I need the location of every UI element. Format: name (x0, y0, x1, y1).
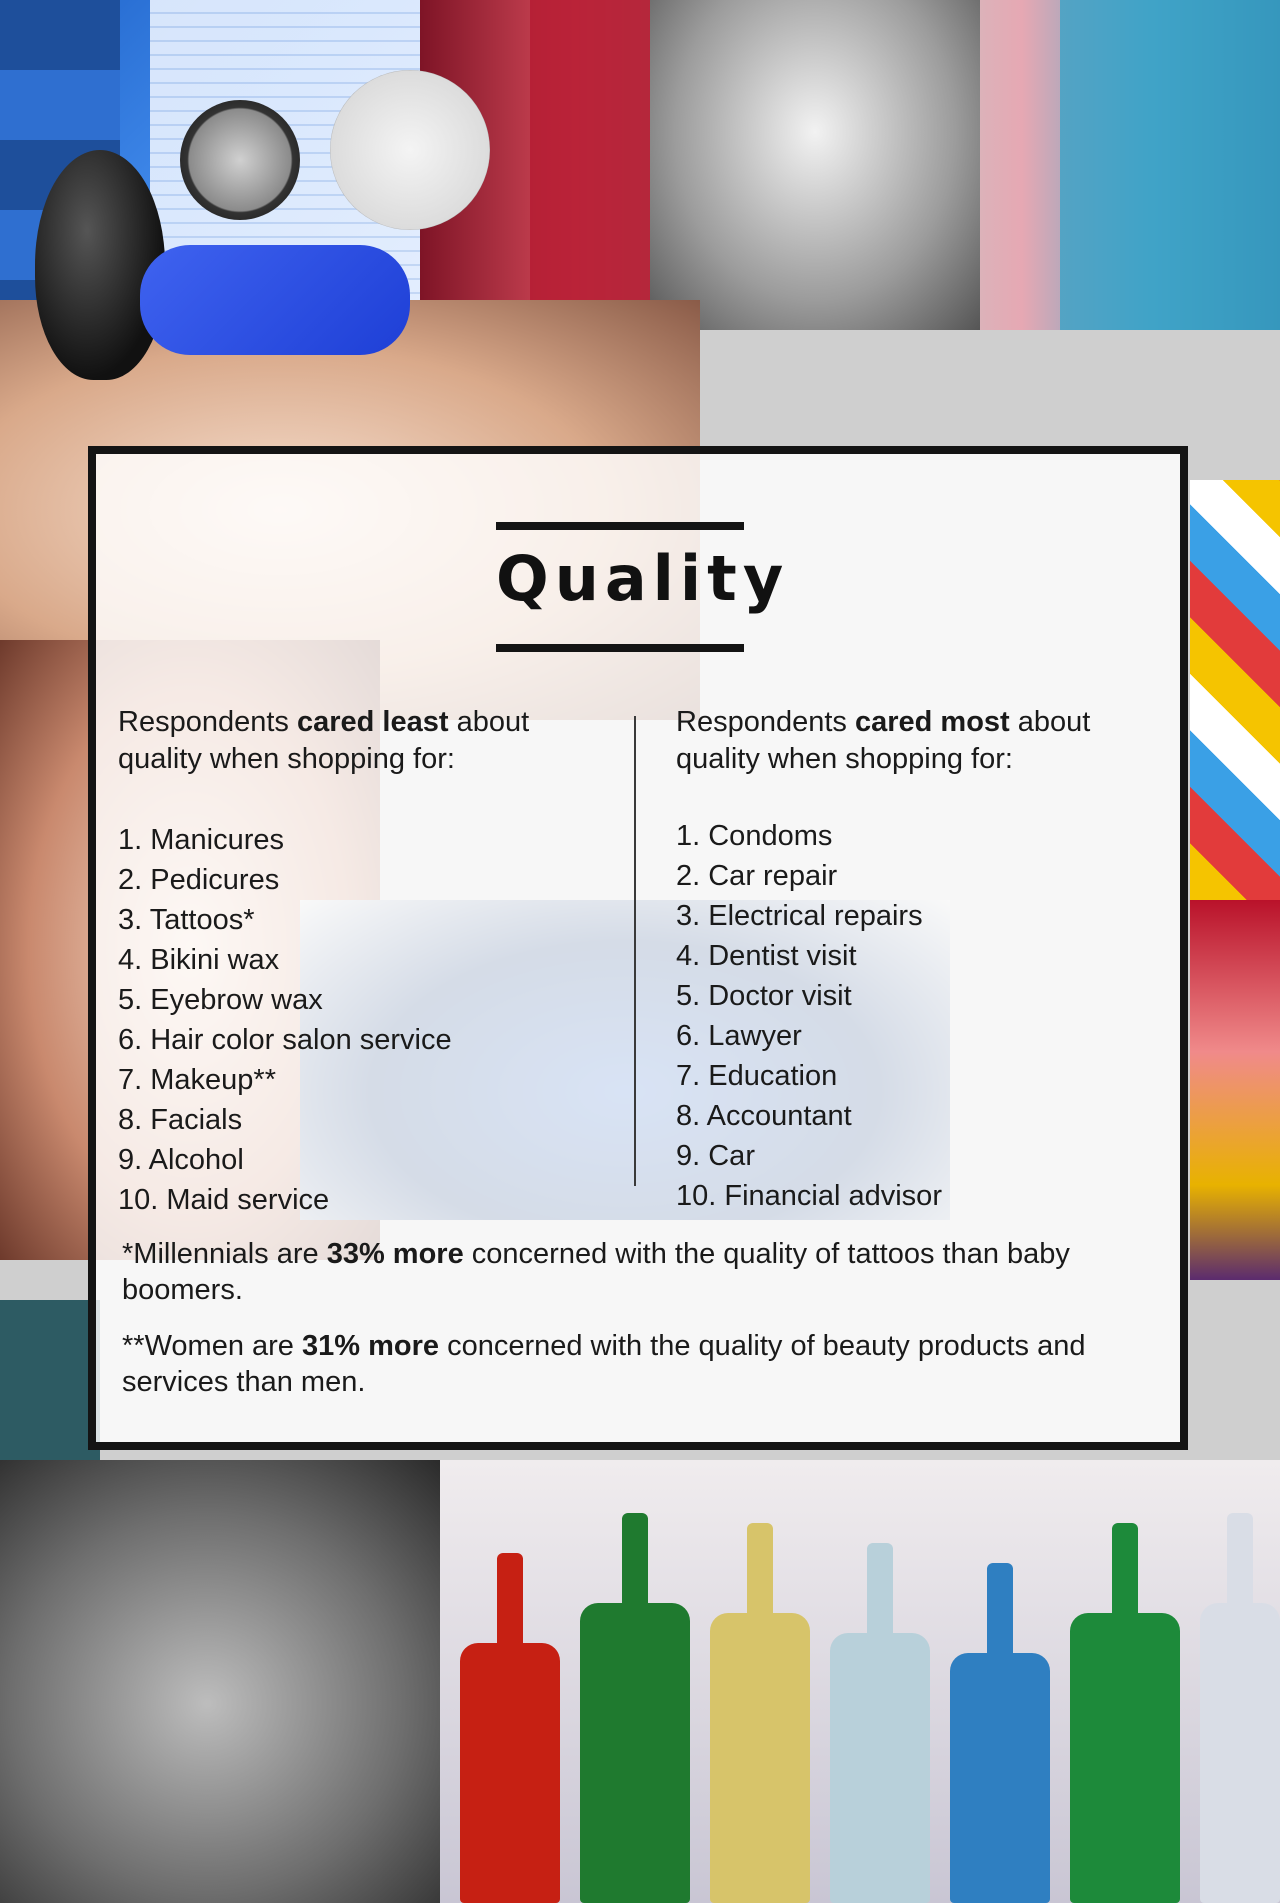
cared-least-emphasis: cared least (296, 706, 449, 738)
makeup-lips-photo (1190, 900, 1280, 1280)
list-item: 7. Makeup** (118, 1064, 276, 1096)
liquor-bottles-photo (440, 1460, 1280, 1903)
title-rule-bottom (496, 644, 744, 652)
bottle-icon (1070, 1613, 1180, 1903)
list-item: 1. Condoms (676, 820, 833, 852)
cared-least-column (118, 704, 598, 1220)
stethoscope-icon (180, 100, 300, 220)
blue-glove-icon (140, 245, 410, 355)
list-item: 6. Hair color salon service (118, 1024, 452, 1056)
list-item: 1. Manicures (118, 824, 285, 856)
footnote-stat: 33% more (326, 1238, 464, 1270)
gloved-hands-tool-photo (650, 0, 980, 330)
bottle-icon (460, 1643, 560, 1903)
list-item: 6. Lawyer (676, 1020, 802, 1052)
dental-photo (0, 1300, 100, 1480)
cared-most-emphasis: cared most (854, 706, 1010, 738)
list-item: 8. Accountant (676, 1100, 852, 1132)
list-item: 7. Education (676, 1060, 838, 1092)
list-item: 4. Dentist visit (676, 940, 857, 972)
list-item: 8. Facials (118, 1104, 243, 1136)
footnote-millennials: *Millennials are 33% more concerned with the quality of tattoos than baby boomers. (122, 1238, 1070, 1306)
list-item: 2. Pedicures (118, 864, 280, 896)
footnote-women: **Women are 31% more concerned with the quality of beauty products and services than men. (122, 1330, 1086, 1398)
list-item: 10. Financial advisor (676, 1180, 942, 1212)
list-item: 5. Doctor visit (676, 980, 852, 1012)
column-divider (634, 716, 636, 1186)
condom-wrappers-photo (1190, 480, 1280, 900)
footnote-stat: 31% more (302, 1330, 440, 1362)
list-item: 3. Tattoos* (118, 904, 255, 936)
bottle-icon (710, 1613, 810, 1903)
list-item: 10. Maid service (118, 1184, 330, 1216)
bottle-icon (580, 1603, 690, 1903)
bottle-icon (830, 1633, 930, 1903)
bottle-icon (950, 1653, 1050, 1903)
footnotes (122, 1236, 1172, 1420)
cared-least-intro: Respondents cared least about quality when shopping for: (118, 706, 530, 775)
magazine-cover (1060, 0, 1280, 330)
list-item: 5. Eyebrow wax (118, 984, 323, 1016)
title-block (496, 522, 790, 652)
tattoo-artist-photo (0, 1460, 460, 1903)
pressure-gauge-icon (330, 70, 490, 230)
bottle-icon (1200, 1603, 1280, 1903)
page-title: Quality (496, 542, 790, 615)
list-item: 9. Alcohol (118, 1144, 244, 1176)
list-item: 2. Car repair (676, 860, 838, 892)
list-item: 4. Bikini wax (118, 944, 280, 976)
cared-least-list (118, 820, 598, 1220)
list-item: 9. Car (676, 1140, 755, 1172)
cared-most-intro: Respondents cared most about quality when shopping for: (676, 706, 1091, 775)
list-item: 3. Electrical repairs (676, 900, 923, 932)
quality-card (88, 446, 1188, 1450)
title-rule-top (496, 522, 744, 530)
pump-bulb-icon (35, 150, 165, 380)
cared-most-column (676, 704, 1176, 1216)
cared-most-list (676, 816, 1176, 1216)
